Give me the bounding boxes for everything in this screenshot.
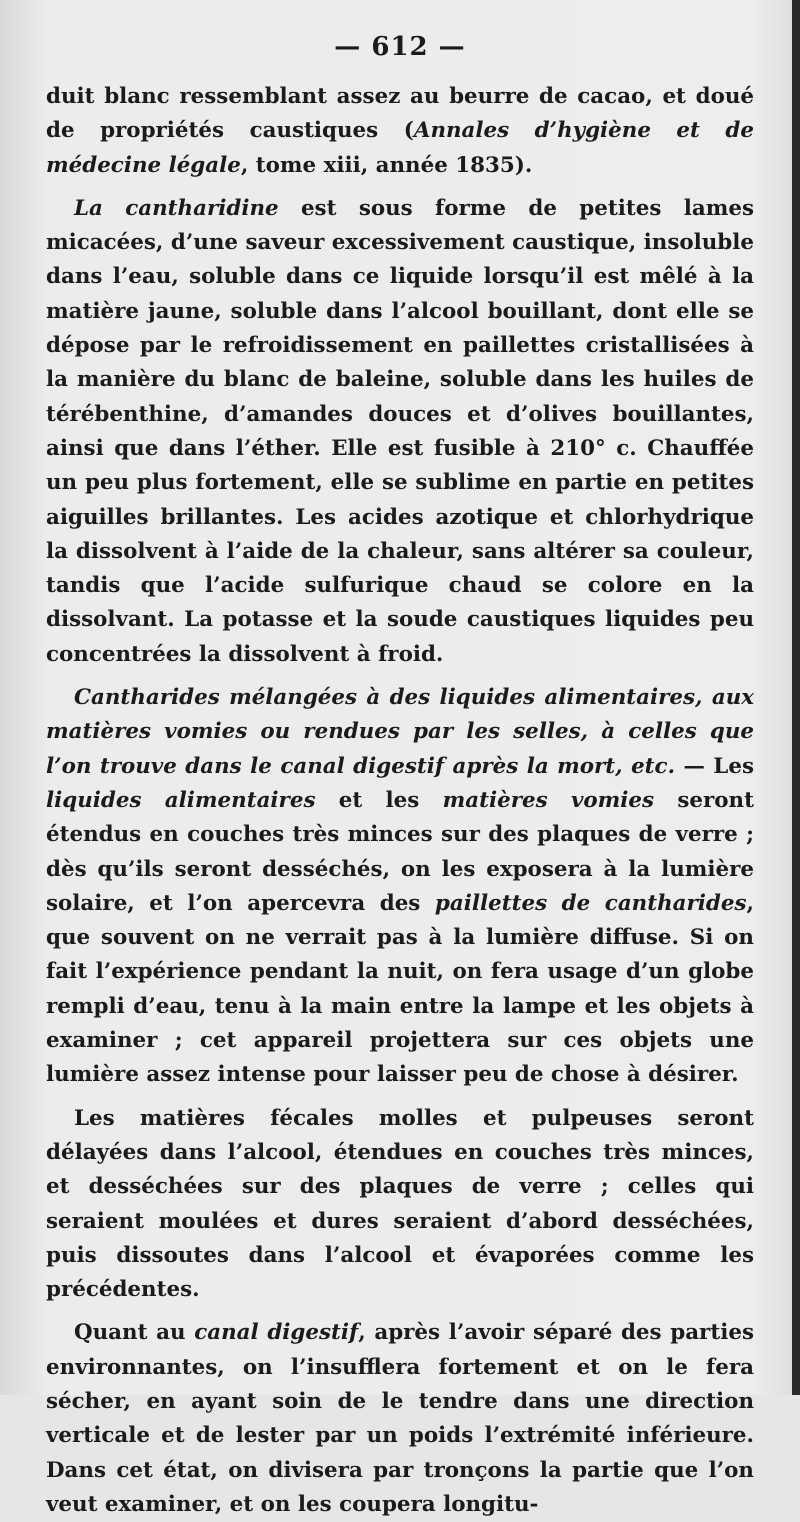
term-cantharidine: La cantharidine <box>74 195 279 221</box>
body-text <box>46 80 754 1522</box>
section-heading: Cantharides mélangées à des liquides alimentaires, aux matières vomies ou rendues par les selles, à celles que l’on trouve dans le canal digestif après la mort, etc. <box>46 685 754 779</box>
text-run: Quant au <box>74 1320 195 1346</box>
paragraph-4: Les matières fécales molles et pulpeuses seront délayées dans l’alcool, étendues en couches très minces, et desséchées sur des plaques de verre ; celles qui seraient moulées et dures seraient d’abord desséchées, puis dissoutes dans l’alcool et évaporées comme les précédentes. <box>46 1105 754 1303</box>
text-run: , après l’avoir séparé des parties environnantes, on l’insufflera fortement et on le fera sécher, en ayant soin de le tendre dans une direction verticale et de lester par un poids l’extrémité inférieure. Dans cet état, on divisera par tronçons la partie que l’on veut examiner, et on les coupera longitu- <box>46 1320 754 1517</box>
paragraph-3 <box>46 681 754 1093</box>
text-run: — Les <box>675 753 754 779</box>
term-liquides-alimentaires: liquides alimentaires <box>46 787 316 813</box>
paragraph-1 <box>46 80 754 183</box>
text-run: duit blanc ressemblant assez au beurre de cacao, et doué de propriétés caustiques ( <box>46 84 754 144</box>
text-run: est sous forme de petites lames micacées, d’une saveur excessivement caustique, insoluble dans l’eau, soluble dans ce liquide lorsqu’il est mêlé à la matière jaune, soluble dans l’alcool bouillant, dont elle se dépose par le refroidissement en paillettes cristallisées à la manière du blanc de baleine, soluble dans les huiles de térébenthine, d’amandes douces et d’olives bouillantes, ainsi que dans l’éther. Elle est fusible à 210° c. Chauffée un peu plus fortement, elle se sublime en partie en petites aiguilles brillantes. Les acides azotique et chlorhydrique la dissolvent à l’aide de la chaleur, sans altérer sa couleur, tandis que l’acide sulfurique chaud se colore en la dissolvant. La potasse et la soude caustiques liquides peu concentrées la dissolvent à froid. <box>46 195 754 667</box>
paragraph-2 <box>46 192 754 672</box>
paragraph-5 <box>46 1316 754 1522</box>
text-run: , que souvent on ne verrait pas à la lumière diffuse. Si on fait l’expérience pendant la nuit, on fera usage d’un globe rempli d’eau, tenu à la main entre la lampe et les objets à examiner ; cet appareil projettera sur ces objets une lumière assez intense pour laisser peu de chose à désirer. <box>46 890 754 1088</box>
text-run: , tome xiii, année 1835). <box>240 152 533 178</box>
term-paillettes: paillettes de cantharides <box>434 890 747 916</box>
term-canal-digestif: canal digestif <box>194 1320 359 1346</box>
term-matieres-vomies: matières vomies <box>442 787 655 813</box>
text-run: seront étendus en couches très minces sur des plaques de verre ; dès qu’ils seront desséchés, on les exposera à la lumière solaire, et l’on apercevra des <box>46 787 754 916</box>
page-number: — 612 — <box>334 32 466 62</box>
text-run: et les <box>315 787 443 813</box>
journal-title: Annales d’hygiène et de médecine légale <box>46 118 754 178</box>
